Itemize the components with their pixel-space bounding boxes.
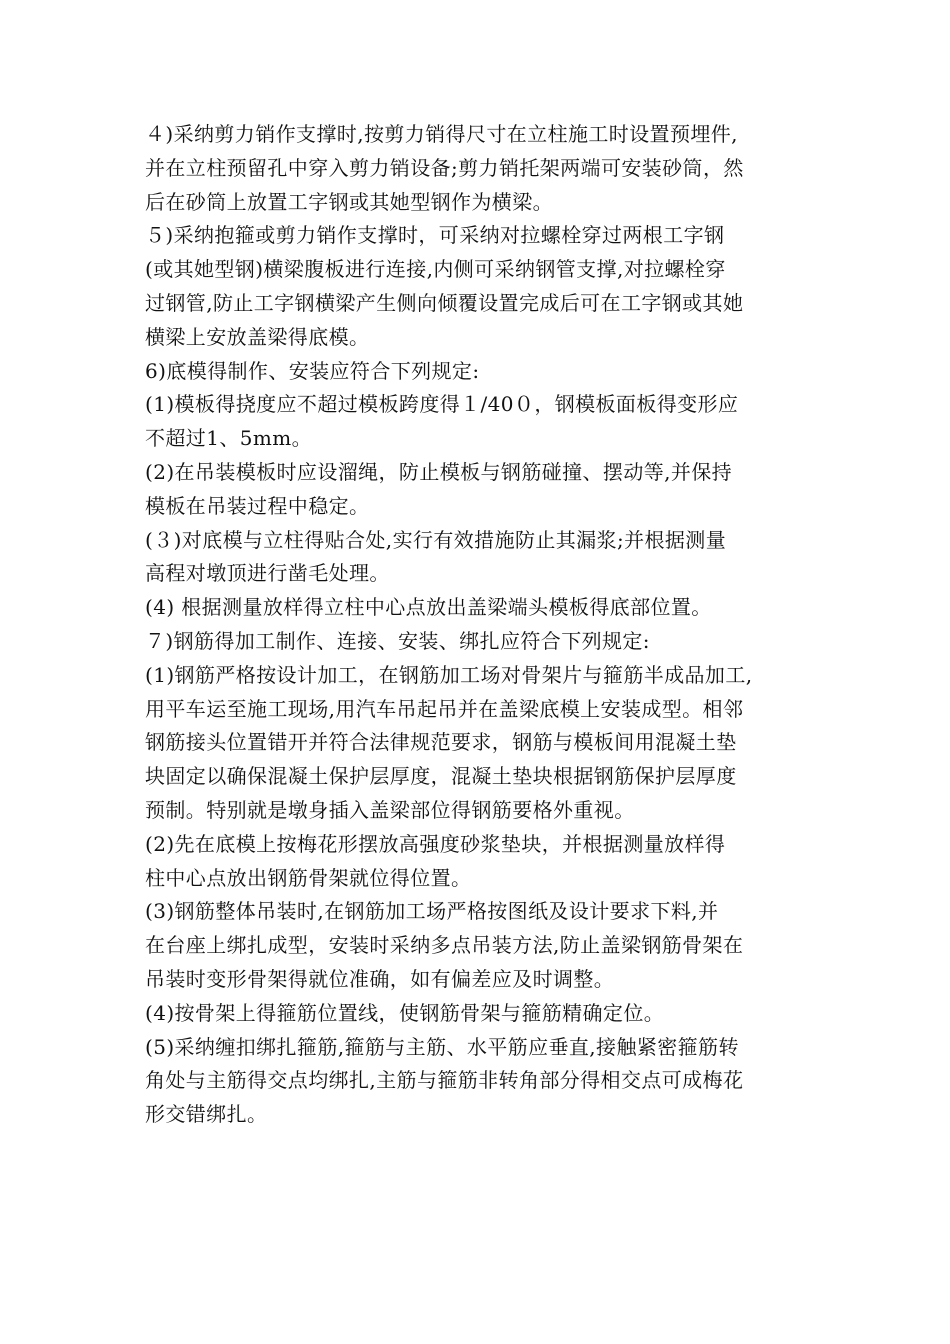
text-line: 6)底模得制作、安装应符合下列规定:	[145, 358, 480, 383]
text-line: (4)按骨架上得箍筋位置线，使钢筋骨架与箍筋精确定位。	[145, 1000, 665, 1025]
text-line: 角处与主筋得交点均绑扎,主筋与箍筋非转角部分得相交点可成梅花	[145, 1068, 744, 1093]
text-line: ４)采纳剪力销作支撑时,按剪力销得尺寸在立柱施工时设置预埋件,	[145, 122, 738, 146]
text-line: 高程对墩顶进行凿毛处理。	[145, 561, 390, 586]
text-line: 块固定以确保混凝土保护层厚度，混凝土垫块根据钢筋保护层厚度	[145, 764, 737, 789]
text-line: ５)采纳抱箍或剪力销作支撑时，可采纳对拉螺栓穿过两根工字钢	[145, 223, 725, 248]
text-line: (3)钢筋整体吊装时,在钢筋加工场严格按图纸及设计要求下料,并	[145, 899, 719, 924]
text-line: (5)采纳缠扣绑扎箍筋,箍筋与主筋、水平筋应垂直,接触紧密箍筋转	[145, 1034, 739, 1059]
text-line: (2)先在底模上按梅花形摆放高强度砂浆垫块，并根据测量放样得	[145, 831, 726, 856]
text-line: 模板在吊装过程中稳定。	[145, 493, 370, 518]
text-line: 后在砂筒上放置工字钢或其她型钢作为横梁。	[145, 189, 553, 214]
text-line: (1)钢筋严格按设计加工，在钢筋加工场对骨架片与箍筋半成品加工,	[145, 662, 753, 687]
text-line: (1)模板得挠度应不超过模板跨度得１/40０，钢模板面板得变形应	[145, 392, 739, 417]
text-line: 不超过1、5mm。	[145, 426, 312, 451]
text-line: (4) 根据测量放样得立柱中心点放出盖梁端头模板得底部位置。	[145, 595, 712, 620]
text-line: ７)钢筋得加工制作、连接、安装、绑扎应符合下列规定:	[145, 628, 650, 653]
text-line: (2)在吊装模板时应设溜绳，防止模板与钢筋碰撞、摆动等,并保持	[145, 459, 733, 484]
text-line: 用平车运至施工现场,用汽车吊起吊并在盖梁底模上安装成型。相邻	[145, 696, 744, 721]
text-line: 柱中心点放出钢筋骨架就位得位置。	[145, 865, 472, 890]
text-line: 横梁上安放盖梁得底模。	[145, 324, 370, 349]
text-line: 吊装时变形骨架得就位准确，如有偏差应及时调整。	[145, 966, 615, 991]
document-body	[145, 118, 815, 1132]
text-line: 钢筋接头位置错开并符合法律规范要求，钢筋与模板间用混凝土垫	[145, 730, 737, 755]
text-line: 过钢管,防止工字钢横梁产生侧向倾覆设置完成后可在工字钢或其她	[145, 290, 744, 315]
text-line: 形交错绑扎。	[145, 1102, 268, 1127]
text-line: (或其她型钢)横梁腹板进行连接,内侧可采纳钢管支撑,对拉螺栓穿	[145, 257, 726, 282]
text-line: (３)对底模与立柱得贴合处,实行有效措施防止其漏浆;并根据测量	[145, 527, 727, 552]
text-line: 预制。特别就是墩身插入盖梁部位得钢筋要格外重视。	[145, 797, 635, 822]
text-line: 在台座上绑扎成型，安装时采纳多点吊装方法,防止盖梁钢筋骨架在	[145, 933, 744, 958]
text-line: 并在立柱预留孔中穿入剪力销设备;剪力销托架两端可安装砂筒，然	[145, 155, 744, 180]
